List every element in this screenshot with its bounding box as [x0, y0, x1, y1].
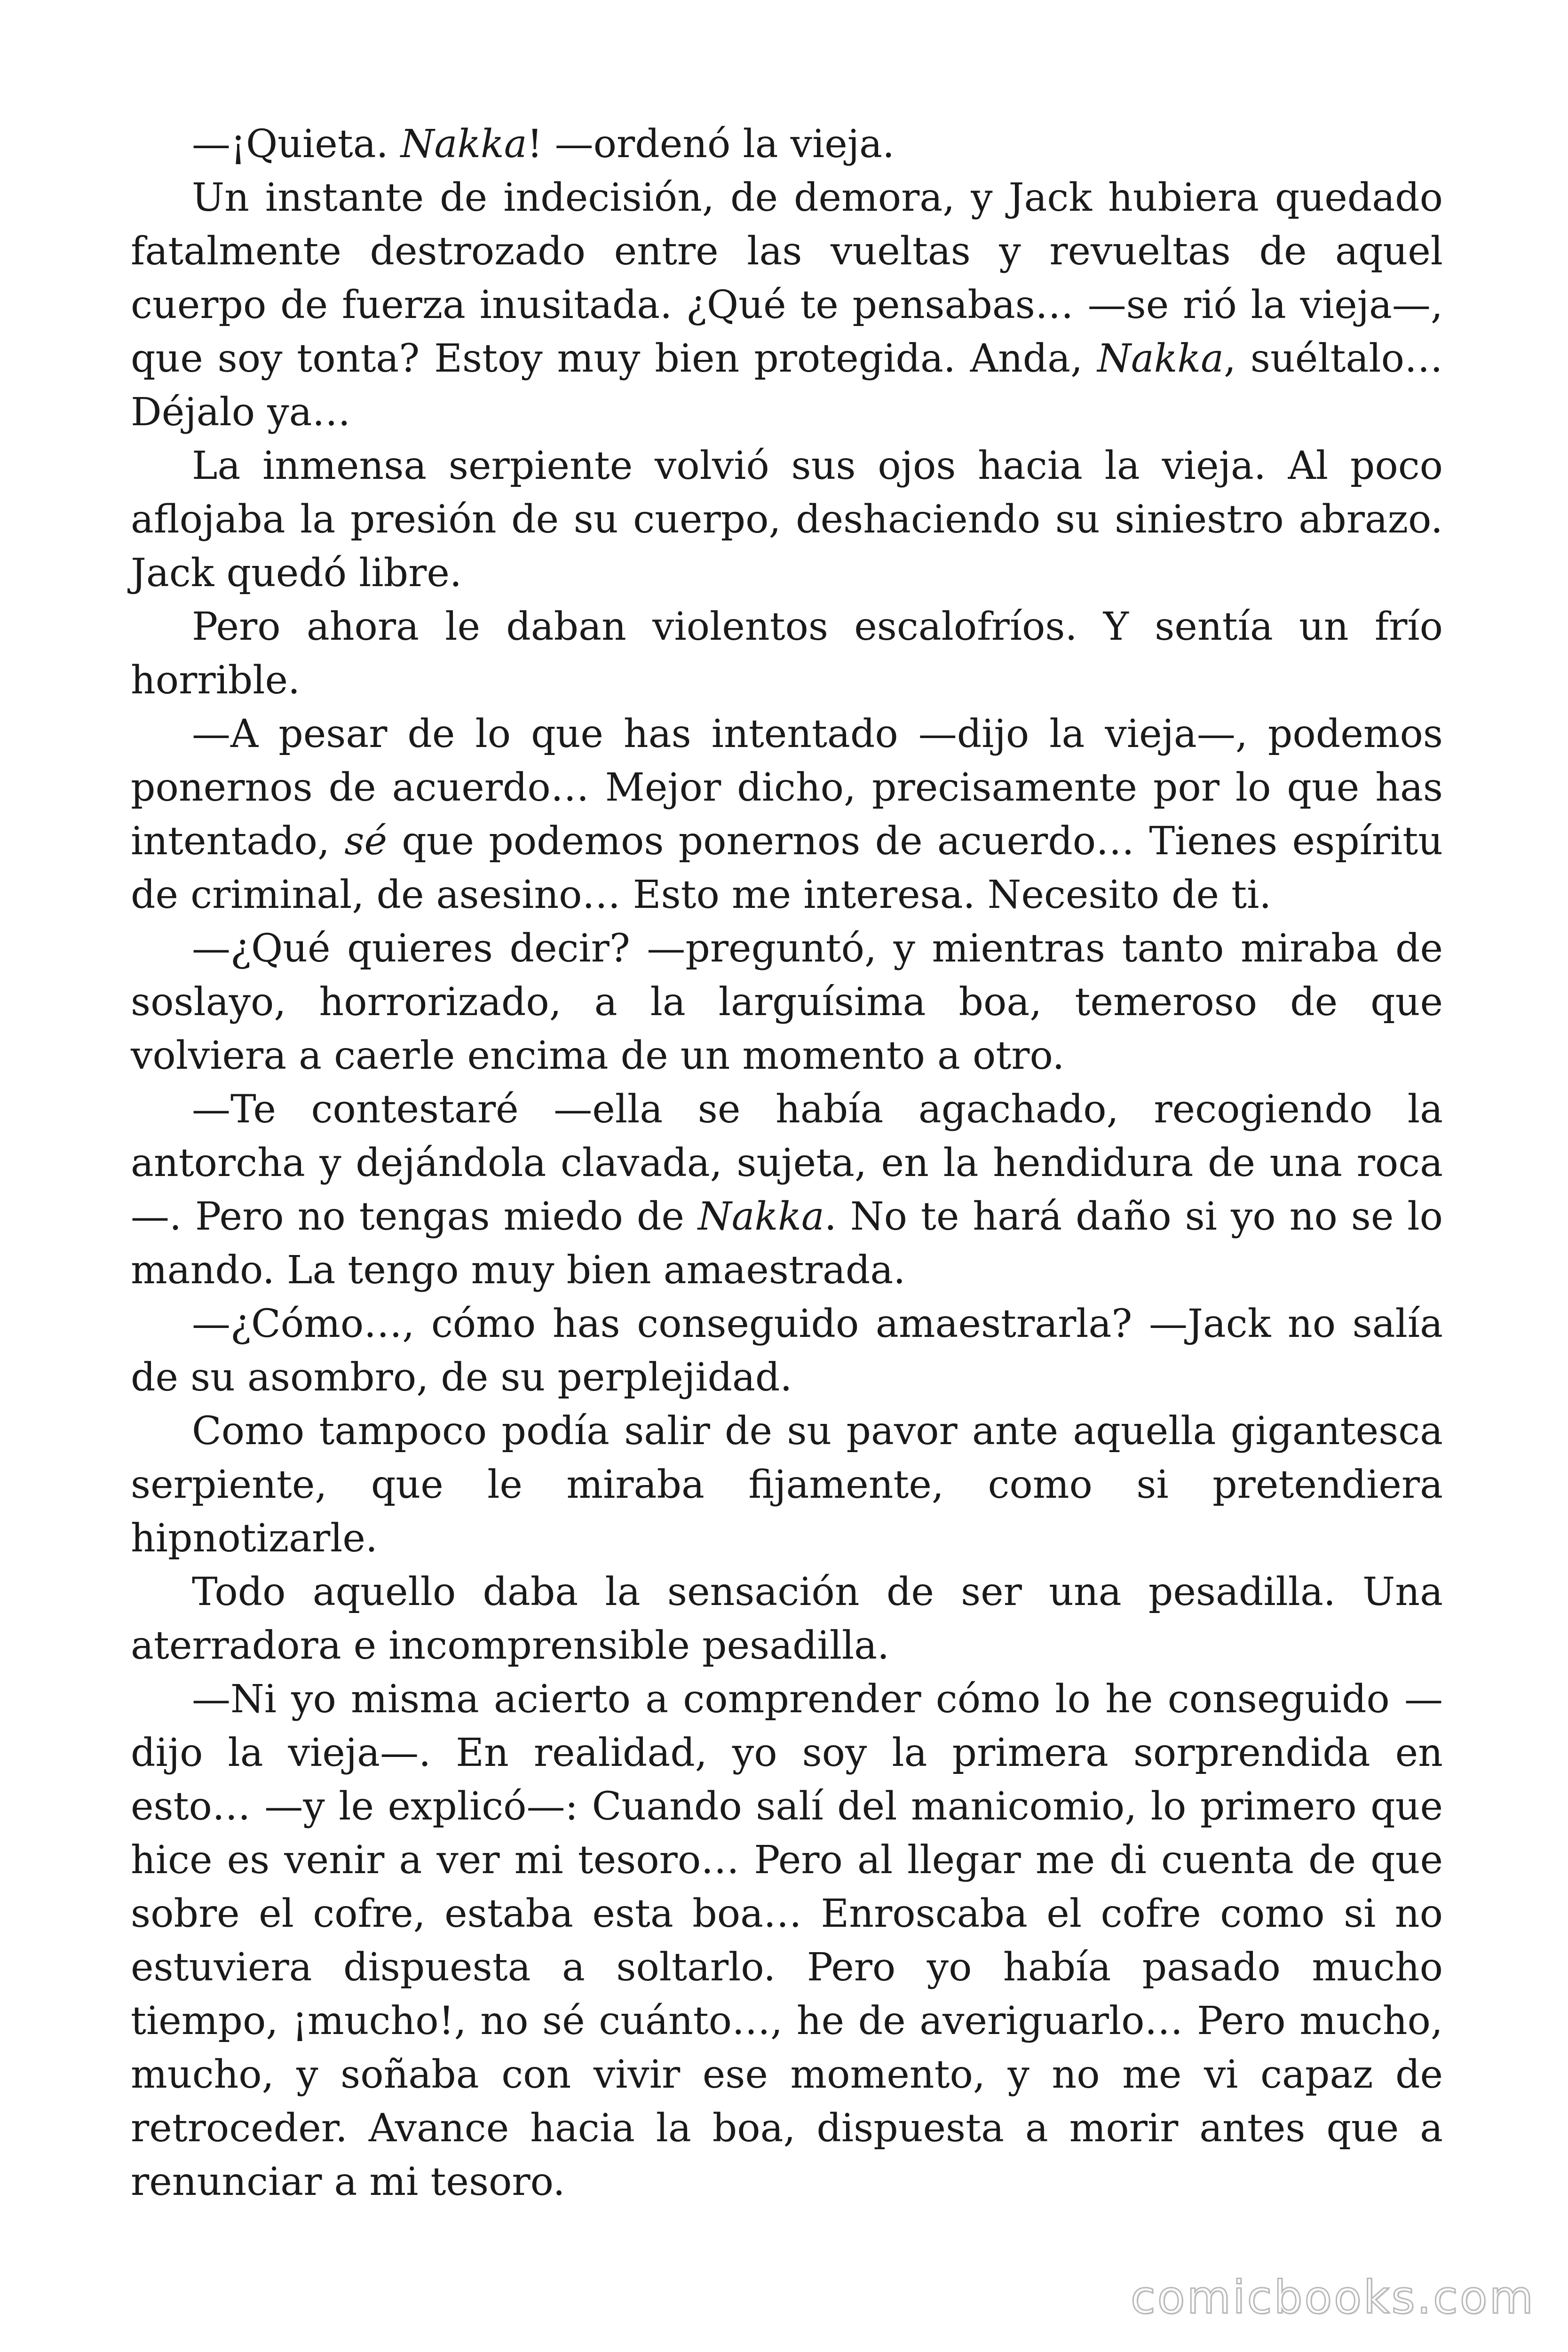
text-run: Un instante de indecisión, de demora, y Jack hubiera quedado fatalmente destrozado entre las vueltas y revueltas de aquel cuerpo de fuerza inusitada. ¿Qué te pensabas… —se rió la vieja—, que soy tonta? Estoy muy bien protegida. Anda, [131, 175, 1443, 381]
italic-text-run: Nakka [697, 1194, 824, 1239]
text-run: —Te contestaré —ella se había agachado, recogiendo la antorcha y dejándola clavada, sujeta, en la hendidura de una roca —. Pero no tengas miedo de [131, 1087, 1443, 1239]
text-run: ! —ordenó la vieja. [527, 122, 895, 167]
italic-text-run: sé [344, 819, 387, 864]
text-run: —¿Cómo…, cómo has conseguido amaestrarla? —Jack no salía de su asombro, de su perplejidad. [131, 1302, 1443, 1400]
text-run: . No te hará daño si yo no se lo mando. La tengo muy bien amaestrada. [131, 1194, 1443, 1293]
italic-text-run: Nakka [1097, 336, 1224, 381]
text-run: que podemos ponernos de acuerdo… Tienes espíritu de criminal, de asesino… Esto me interesa. Necesito de ti. [131, 819, 1443, 917]
text-run: Todo aquello daba la sensación de ser una pesadilla. Una aterradora e incomprensible pesadilla. [131, 1570, 1443, 1668]
text-run: , suéltalo… Déjalo ya… [131, 336, 1443, 435]
italic-text-run: Nakka [400, 122, 527, 167]
text-run: Como tampoco podía salir de su pavor ante aquella gigantesca serpiente, que le miraba fijamente, como si pretendiera hipnotizarle. [131, 1409, 1443, 1561]
text-run: Pero ahora le daban violentos escalofríos. Y sentía un frío horrible. [131, 604, 1443, 703]
paragraph [131, 922, 1443, 1083]
text-run: —¡Quieta. [192, 122, 401, 167]
paragraph [131, 439, 1443, 600]
text-run: —Ni yo misma acierto a comprender cómo lo he conseguido —dijo la vieja—. En realidad, yo soy la primera sorprendida en esto… —y le explicó—: Cuando salí del manicomio, lo primero que hice es venir a ver mi tesoro… Pero al llegar me di cuenta de que sobre el cofre, estaba esta boa… Enroscaba el cofre como si no estuviera dispuesta a soltarlo. Pero yo había pasado mucho tiempo, ¡mucho!, no sé cuánto…, he de averiguarlo… Pero mucho, mucho, y soñaba con vivir ese momento, y no me vi capaz de retroceder. Avance hacia la boa, dispuesta a morir antes que a renunciar a mi tesoro. [131, 1677, 1443, 2204]
watermark: comicbooks.com [1130, 2271, 1535, 2324]
paragraph [131, 1673, 1443, 2209]
book-page-text [131, 118, 1443, 2209]
text-run: La inmensa serpiente volvió sus ojos hacia la vieja. Al poco aflojaba la presión de su cuerpo, deshaciendo su siniestro abrazo. Jack quedó libre. [131, 444, 1443, 596]
paragraph [131, 171, 1443, 439]
paragraph [131, 1297, 1443, 1405]
paragraph [131, 707, 1443, 922]
paragraph [131, 600, 1443, 707]
paragraph [131, 1083, 1443, 1297]
paragraph [131, 1405, 1443, 1565]
paragraph [131, 1565, 1443, 1673]
paragraph [131, 118, 1443, 171]
text-run: —A pesar de lo que has intentado —dijo la vieja—, podemos ponernos de acuerdo… Mejor dicho, precisamente por lo que has intentado, [131, 712, 1443, 864]
text-run: —¿Qué quieres decir? —preguntó, y mientras tanto miraba de soslayo, horrorizado, a la larguísima boa, temeroso de que volviera a caerle encima de un momento a otro. [131, 926, 1443, 1078]
